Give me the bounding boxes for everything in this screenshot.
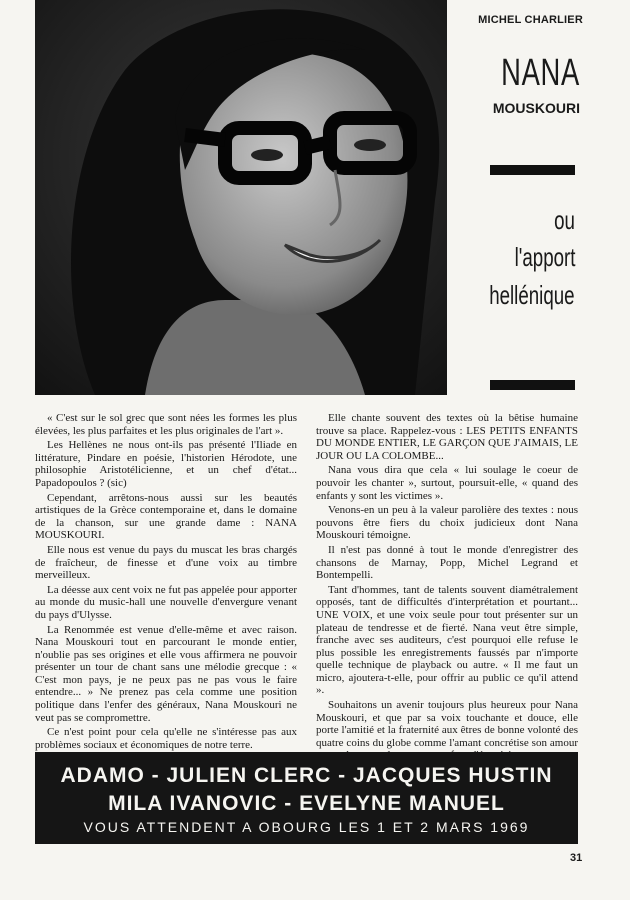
paragraph: Nana vous dira que cela « lui soulage le coeur de pouvoir les chanter », surtout, poursuit-elle, « quand des enfants y sont les victimes ». (316, 464, 578, 502)
paragraph: Cependant, arrêtons-nous aussi sur les beautés artistiques de la Grèce contemporaine et, dans le domaine de la chanson, sur une grande dame : NANA MOUSKOURI. (35, 491, 297, 542)
portrait-photo-icon (35, 0, 447, 395)
article-column-left (35, 412, 297, 753)
paragraph: Ce n'est point pour cela qu'elle ne s'intéresse pas aux problèmes sociaux et économiques de notre terre. (35, 726, 297, 751)
paragraph: Les Hellènes ne nous ont-ils pas présenté l'Iliade en littérature, Pindare en poésie, l'historien Hérodote, une philosophie Aristotélicienne, et un chef d'état... Papadopoulos ? (sic) (35, 439, 297, 489)
paragraph: Tant d'hommes, tant de talents souvent diamétralement opposés, tant de difficultés d'interprétation et pourtant... UNE VOIX, et une voix seule pour tout présenter sur un plateau de tendresse et de fierté. Nana veut être simple, franche avec ses auditeurs, c'est pourquoi elle refuse le plus possible les enregistrements faussés par n'importe quelle technique de playback ou autre. « Il me faut un micro, ajoutera-t-elle, pour offrir au public ce qu'il attend ». (316, 583, 578, 697)
paragraph: La déesse aux cent voix ne fut pas appelée pour apporter au monde du music-hall une nouvelle d'envergure venant du pays d'Ulysse. (35, 583, 297, 621)
author-name: MICHEL CHARLIER (478, 14, 583, 26)
paragraph: Elle chante souvent des textes où la bêtise humaine trouve sa place. Rappelez-vous : LES PETITS ENFANTS DU MONDE ENTIER, LE GARÇON QUE J'AIMAIS, LE JOUR OU LA COLOMBE... (316, 412, 578, 462)
subtitle-line-1: ou (554, 205, 575, 235)
banner-artists-line-1: ADAMO - JULIEN CLERC - JACQUES HUSTIN (60, 764, 553, 787)
subtitle-line-2: l'apport (514, 242, 575, 272)
paragraph: Souhaitons un avenir toujours plus heureux pour Nana Mouskouri, et que par sa voix touchante et douce, elle porte l'amitié et la fraternité aux êtres de bonne volonté des quatre coins du globe comme l'amant concrétise son amour (316, 699, 578, 749)
divider-bar-bottom (490, 380, 575, 390)
subtitle-line-3: hellénique (489, 280, 575, 310)
title-first-name: NANA (501, 52, 580, 94)
paragraph: « C'est sur le sol grec que sont nées les formes les plus élevées, les plus parfaites et les plus originales de l'art ». (35, 412, 297, 437)
concert-banner (35, 752, 578, 844)
banner-date-line: VOUS ATTENDENT A OBOURG LES 1 ET 2 MARS 1969 (83, 819, 530, 835)
page-number: 31 (570, 852, 583, 864)
paragraph: Elle nous est venue du pays du muscat les bras chargés de fraîcheur, de finesse et d'une voix au timbre merveilleux. (35, 543, 297, 582)
paragraph: Il n'est pas donné à tout le monde d'enregistrer des chansons de Marnay, Popp, Michel Legrand et Bontempelli. (316, 543, 578, 582)
title-last-name: MOUSKOURI (492, 100, 580, 116)
banner-artists-line-2: MILA IVANOVIC - EVELYNE MANUEL (108, 792, 505, 815)
divider-bar-top (490, 165, 575, 175)
paragraph: La Renommée est venue d'elle-même et avec raison. Nana Mouskouri tout en parcourant le monde entier, n'oublie pas ses origines et elle vous affirmera ne pouvoir présenter un tour de chant sans une mélodie grecque : « C'est mon pays, je ne peux pas ne pas vous le faire entendre... » Ne prenez pas cela comme une position politique dans l'enfer des généraux, Nana Mouskouri ne veut pas se compromettre. (35, 623, 297, 724)
article-column-right (316, 412, 578, 764)
paragraph: Venons-en un peu à la valeur parolière des textes : nous pouvons être fiers du choix judicieux dont Nana Mouskouri témoigne. (316, 504, 578, 542)
